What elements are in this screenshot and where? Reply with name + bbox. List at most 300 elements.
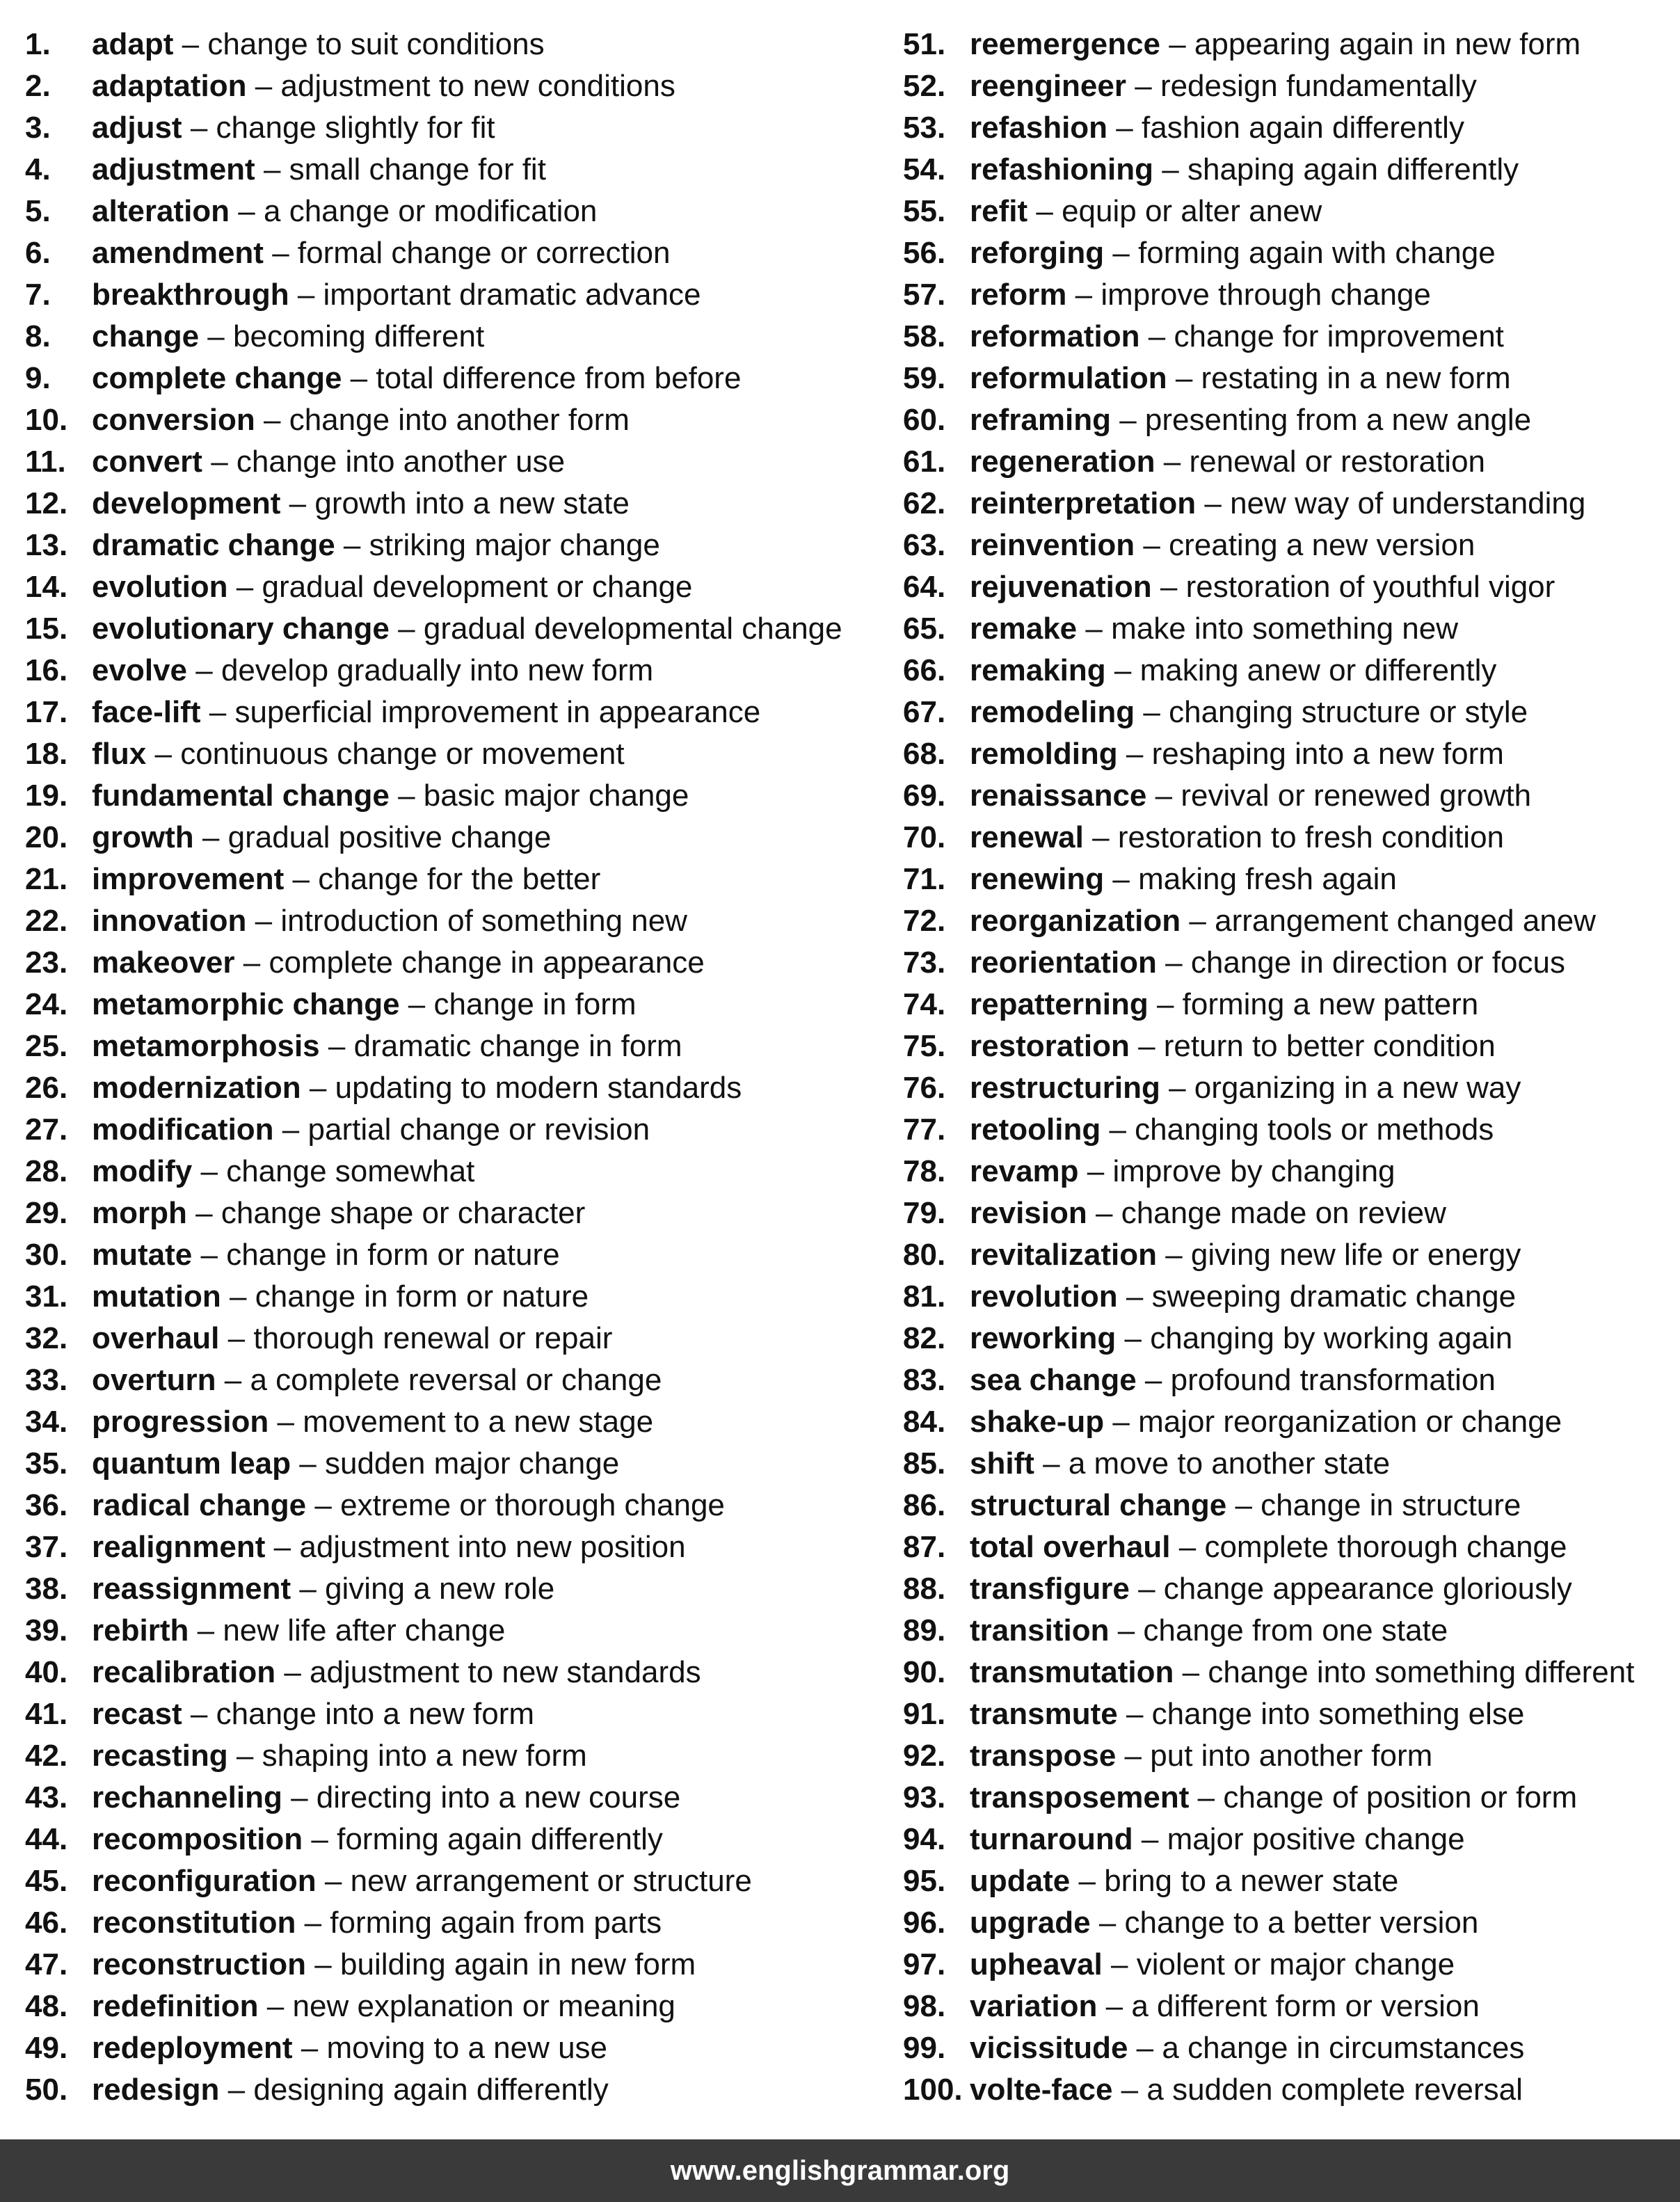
entry-definition: change of position or form (1223, 1780, 1578, 1814)
entry-number: 51. (903, 27, 946, 61)
entry-definition: forming a new pattern (1182, 987, 1479, 1021)
entry-separator: – (1075, 278, 1093, 312)
entry-number: 2. (25, 69, 51, 103)
entry-definition: making fresh again (1138, 862, 1397, 896)
word-entry (25, 483, 888, 525)
entry-definition: a different form or version (1131, 1989, 1480, 2023)
entry-word: adjustment (92, 152, 255, 186)
entry-word: shake-up (970, 1405, 1105, 1439)
entry-definition: renewal or restoration (1189, 445, 1486, 479)
entry-separator: – (289, 486, 307, 520)
entry-number: 58. (903, 319, 946, 353)
entry-number: 67. (903, 695, 946, 729)
entry-number: 18. (25, 737, 68, 771)
word-entry (903, 2069, 1668, 2111)
word-entry (903, 107, 1668, 149)
entry-separator: – (1160, 570, 1178, 604)
entry-separator: – (243, 946, 261, 980)
entry-word: remodeling (970, 695, 1135, 729)
entry-definition: change into another form (289, 403, 630, 437)
entry-number: 36. (25, 1488, 68, 1522)
entry-number: 23. (25, 946, 68, 980)
entry-word: reconstitution (92, 1906, 296, 1940)
entry-definition: improve by changing (1112, 1154, 1395, 1188)
entry-separator: – (263, 403, 281, 437)
entry-number: 55. (903, 194, 946, 228)
entry-definition: change made on review (1121, 1196, 1446, 1230)
entry-definition: forming again with change (1138, 236, 1496, 270)
entry-separator: – (1126, 1697, 1144, 1731)
entry-separator: – (299, 1572, 317, 1606)
entry-definition: shaping into a new form (262, 1739, 587, 1773)
entry-word: face-lift (92, 695, 201, 729)
entry-separator: – (236, 570, 254, 604)
entry-definition: basic major change (423, 779, 689, 813)
entry-word: reemergence (970, 27, 1160, 61)
entry-number: 38. (25, 1572, 68, 1606)
entry-definition: important dramatic advance (323, 278, 701, 312)
entry-number: 97. (903, 1947, 946, 1981)
entry-number: 35. (25, 1446, 68, 1481)
entry-number: 46. (25, 1906, 68, 1940)
word-entry (903, 1026, 1668, 1067)
entry-word: reconfiguration (92, 1864, 317, 1898)
entry-separator: – (1169, 1071, 1186, 1105)
left-column (25, 24, 888, 2111)
word-entry (903, 1735, 1668, 1777)
entry-number: 26. (25, 1071, 68, 1105)
word-entry (25, 441, 888, 483)
entry-definition: revival or renewed growth (1181, 779, 1532, 813)
entry-definition: a change in circumstances (1162, 2031, 1525, 2065)
entry-number: 9. (25, 361, 51, 395)
word-entry (25, 566, 888, 608)
entry-separator: – (1112, 1405, 1130, 1439)
word-entry (903, 24, 1668, 65)
entry-word: breakthrough (92, 278, 289, 312)
entry-separator: – (1178, 1530, 1197, 1564)
entry-word: vicissitude (970, 2031, 1128, 2065)
entry-separator: – (255, 904, 273, 938)
entry-separator: – (1141, 1822, 1159, 1856)
word-entry (25, 2027, 888, 2069)
entry-separator: – (273, 1530, 291, 1564)
entry-number: 44. (25, 1822, 68, 1856)
entry-number: 94. (903, 1822, 946, 1856)
entry-definition: change in form or nature (255, 1279, 589, 1314)
entry-definition: introduction of something new (280, 904, 687, 938)
entry-word: sea change (970, 1363, 1137, 1397)
entry-separator: – (284, 1655, 301, 1689)
entry-word: quantum leap (92, 1446, 291, 1481)
entry-word: remolding (970, 737, 1118, 771)
entry-definition: change slightly for fit (216, 111, 495, 145)
entry-separator: – (211, 445, 228, 479)
entry-word: redeployment (92, 2031, 293, 2065)
entry-separator: – (1105, 1989, 1123, 2023)
word-entry (903, 775, 1668, 817)
entry-separator: – (1124, 1321, 1142, 1355)
entry-separator: – (190, 1697, 208, 1731)
entry-definition: dramatic change in form (353, 1029, 682, 1063)
entry-number: 59. (903, 361, 946, 395)
entry-separator: – (398, 612, 415, 646)
entry-separator: – (1110, 1947, 1128, 1981)
entry-number: 29. (25, 1196, 68, 1230)
entry-word: redefinition (92, 1989, 259, 2023)
entry-number: 88. (903, 1572, 946, 1606)
entry-word: update (970, 1864, 1071, 1898)
word-entry (903, 692, 1668, 733)
entry-separator: – (1163, 445, 1181, 479)
entry-word: overturn (92, 1363, 216, 1397)
entry-word: progression (92, 1405, 269, 1439)
entry-number: 5. (25, 194, 51, 228)
entry-definition: presenting from a new angle (1144, 403, 1532, 437)
entry-separator: – (227, 2073, 246, 2107)
entry-separator: – (314, 1947, 332, 1981)
word-entry (25, 24, 888, 65)
entry-number: 86. (903, 1488, 946, 1522)
word-entry (903, 525, 1668, 566)
entry-word: transmutation (970, 1655, 1174, 1689)
entry-definition: redesign fundamentally (1160, 69, 1477, 103)
word-entry (903, 984, 1668, 1026)
entry-definition: shaping again differently (1187, 152, 1519, 186)
word-entry (25, 1109, 888, 1151)
entry-word: refit (970, 194, 1028, 228)
word-entry (903, 1318, 1668, 1359)
word-entry (25, 525, 888, 566)
word-entry (25, 1192, 888, 1234)
entry-separator: – (1121, 2073, 1139, 2107)
entry-separator: – (1126, 1279, 1144, 1314)
entry-separator: – (195, 653, 213, 687)
word-entry (25, 817, 888, 859)
entry-number: 57. (903, 278, 946, 312)
entry-separator: – (1036, 194, 1053, 228)
entry-number: 7. (25, 278, 51, 312)
entry-number: 53. (903, 111, 946, 145)
entry-number: 25. (25, 1029, 68, 1063)
entry-word: turnaround (970, 1822, 1133, 1856)
entry-word: fundamental change (92, 779, 390, 813)
entry-definition: change appearance gloriously (1163, 1572, 1572, 1606)
entry-word: dramatic change (92, 528, 335, 562)
entry-definition: change from one state (1143, 1613, 1448, 1647)
entry-definition: moving to a new use (326, 2031, 608, 2065)
word-entry (903, 608, 1668, 650)
entry-word: revitalization (970, 1238, 1157, 1272)
entry-number: 90. (903, 1655, 946, 1689)
word-entry (903, 316, 1668, 358)
word-entry (903, 358, 1668, 399)
entry-definition: put into another form (1150, 1739, 1433, 1773)
entry-word: reengineer (970, 69, 1126, 103)
entry-word: transfigure (970, 1572, 1130, 1606)
entry-separator: – (1124, 1739, 1142, 1773)
entry-separator: – (1085, 612, 1103, 646)
entry-definition: designing again differently (253, 2073, 609, 2107)
entry-separator: – (1098, 1906, 1117, 1940)
entry-definition: gradual developmental change (423, 612, 842, 646)
entry-definition: change in form (433, 987, 637, 1021)
entry-definition: equip or alter anew (1062, 194, 1322, 228)
entry-number: 48. (25, 1989, 68, 2023)
entry-definition: adjustment into new position (299, 1530, 686, 1564)
entry-word: renewal (970, 820, 1084, 854)
entry-definition: continuous change or movement (180, 737, 625, 771)
entry-number: 93. (903, 1780, 946, 1814)
entry-definition: change for improvement (1174, 319, 1504, 353)
entry-number: 96. (903, 1906, 946, 1940)
entry-word: mutate (92, 1238, 193, 1272)
word-entry (25, 650, 888, 692)
word-entry (903, 399, 1668, 441)
word-entry (903, 274, 1668, 316)
entry-number: 91. (903, 1697, 946, 1731)
word-entry (903, 1693, 1668, 1735)
word-entry (903, 1819, 1668, 1860)
entry-word: refashioning (970, 152, 1154, 186)
entry-separator: – (1112, 862, 1130, 896)
word-entry (903, 1443, 1668, 1485)
entry-number: 11. (25, 445, 66, 479)
entry-word: evolve (92, 653, 187, 687)
entry-number: 16. (25, 653, 68, 687)
entry-separator: – (297, 278, 315, 312)
entry-definition: bring to a newer state (1104, 1864, 1399, 1898)
entry-number: 61. (903, 445, 946, 479)
entry-separator: – (200, 1154, 218, 1188)
entry-definition: extreme or thorough change (340, 1488, 725, 1522)
entry-separator: – (182, 27, 200, 61)
entry-number: 19. (25, 779, 68, 813)
word-entry (25, 232, 888, 274)
word-entry (903, 1109, 1668, 1151)
word-entry (25, 1234, 888, 1276)
entry-number: 34. (25, 1405, 68, 1439)
word-entry (25, 1526, 888, 1568)
entry-number: 1. (25, 27, 51, 61)
entry-separator: – (282, 1112, 300, 1147)
entry-definition: sudden major change (324, 1446, 620, 1481)
entry-word: reinterpretation (970, 486, 1197, 520)
entry-word: improvement (92, 862, 285, 896)
entry-definition: complete thorough change (1204, 1530, 1567, 1564)
entry-word: variation (970, 1989, 1098, 2023)
word-entry (25, 1777, 888, 1819)
word-entry (25, 942, 888, 984)
entry-separator: – (1144, 1363, 1162, 1397)
entry-separator: – (343, 528, 361, 562)
word-entry (25, 900, 888, 942)
entry-separator: – (324, 1864, 342, 1898)
word-entry (903, 1610, 1668, 1652)
entry-definition: organizing in a new way (1194, 1071, 1521, 1105)
entry-number: 12. (25, 486, 68, 520)
entry-definition: major reorganization or change (1138, 1405, 1562, 1439)
entry-word: reorientation (970, 946, 1157, 980)
entry-definition: complete change in appearance (269, 946, 705, 980)
entry-number: 62. (903, 486, 946, 520)
entry-number: 27. (25, 1112, 68, 1147)
entry-word: overhaul (92, 1321, 220, 1355)
entry-word: revision (970, 1196, 1087, 1230)
entry-number: 42. (25, 1739, 68, 1773)
entry-number: 50. (25, 2073, 68, 2107)
entry-definition: giving a new role (325, 1572, 555, 1606)
entry-separator: – (1138, 1572, 1155, 1606)
word-entry (903, 483, 1668, 525)
entry-definition: violent or major change (1136, 1947, 1455, 1981)
entry-definition: becoming different (233, 319, 485, 353)
entry-separator: – (197, 1613, 215, 1647)
word-entry (903, 650, 1668, 692)
entry-separator: – (398, 779, 415, 813)
entry-separator: – (236, 1739, 254, 1773)
entry-word: recasting (92, 1739, 228, 1773)
entry-word: transpose (970, 1739, 1117, 1773)
entry-number: 4. (25, 152, 51, 186)
entry-separator: – (1148, 319, 1166, 353)
entry-word: flux (92, 737, 147, 771)
entry-number: 54. (903, 152, 946, 186)
entry-definition: change somewhat (226, 1154, 475, 1188)
entry-number: 49. (25, 2031, 68, 2065)
entry-word: development (92, 486, 281, 520)
word-entry (25, 316, 888, 358)
entry-number: 45. (25, 1864, 68, 1898)
entry-word: metamorphosis (92, 1029, 320, 1063)
entry-separator: – (238, 194, 255, 228)
entry-number: 14. (25, 570, 68, 604)
entry-separator: – (272, 236, 289, 270)
word-entry (903, 1986, 1668, 2027)
entry-separator: – (299, 1446, 317, 1481)
word-entry (903, 2027, 1668, 2069)
word-entry (25, 1735, 888, 1777)
word-entry (903, 1192, 1668, 1234)
entry-separator: – (209, 695, 227, 729)
entry-separator: – (1189, 904, 1206, 938)
entry-word: recast (92, 1697, 182, 1731)
entry-number: 32. (25, 1321, 68, 1355)
entry-word: evolutionary change (92, 612, 390, 646)
entry-number: 99. (903, 2031, 946, 2065)
entry-separator: – (328, 1029, 346, 1063)
entry-definition: forming again differently (337, 1822, 663, 1856)
word-entry (25, 1610, 888, 1652)
entry-number: 79. (903, 1196, 946, 1230)
entry-separator: – (266, 1989, 285, 2023)
entry-number: 75. (903, 1029, 946, 1063)
entry-separator: – (202, 820, 220, 854)
entry-number: 22. (25, 904, 68, 938)
entry-separator: – (292, 862, 310, 896)
entry-definition: directing into a new course (316, 1780, 681, 1814)
entry-number: 6. (25, 236, 51, 270)
entry-definition: restating in a new form (1201, 361, 1511, 395)
entry-word: rechanneling (92, 1780, 282, 1814)
entry-separator: – (1165, 1238, 1183, 1272)
entry-number: 43. (25, 1780, 68, 1814)
entry-definition: thorough renewal or repair (253, 1321, 613, 1355)
entry-number: 15. (25, 612, 68, 646)
entry-separator: – (1135, 69, 1152, 103)
entry-separator: – (1112, 236, 1130, 270)
entry-number: 13. (25, 528, 68, 562)
entry-word: total overhaul (970, 1530, 1171, 1564)
entry-separator: – (1156, 987, 1174, 1021)
word-entry (25, 1819, 888, 1860)
entry-word: reforging (970, 236, 1105, 270)
word-entry (25, 1401, 888, 1443)
word-entry (903, 1944, 1668, 1986)
entry-number: 40. (25, 1655, 68, 1689)
entry-separator: – (408, 987, 426, 1021)
word-entry (903, 1359, 1668, 1401)
entry-definition: change to suit conditions (207, 27, 545, 61)
word-entry (25, 358, 888, 399)
entry-definition: change in form or nature (226, 1238, 560, 1272)
word-entry (903, 1860, 1668, 1902)
word-entry (903, 1777, 1668, 1819)
entry-definition: restoration to fresh condition (1117, 820, 1505, 854)
entry-definition: a sudden complete reversal (1146, 2073, 1523, 2107)
entry-word: remaking (970, 653, 1106, 687)
word-entry (25, 2069, 888, 2111)
word-entry (903, 942, 1668, 984)
entry-word: recalibration (92, 1655, 276, 1689)
entry-definition: changing tools or methods (1135, 1112, 1494, 1147)
entry-word: change (92, 319, 200, 353)
word-entry (903, 733, 1668, 775)
entry-number: 89. (903, 1613, 946, 1647)
entry-definition: change into something different (1208, 1655, 1635, 1689)
entry-number: 69. (903, 779, 946, 813)
entry-word: metamorphic change (92, 987, 400, 1021)
entry-number: 77. (903, 1112, 946, 1147)
word-entry (25, 399, 888, 441)
entry-separator: – (291, 1780, 308, 1814)
entry-separator: – (1143, 695, 1160, 729)
entry-separator: – (301, 2031, 319, 2065)
entry-word: redesign (92, 2073, 220, 2107)
entry-separator: – (1169, 27, 1186, 61)
entry-number: 3. (25, 111, 51, 145)
entry-definition: change to a better version (1124, 1906, 1479, 1940)
word-entry (25, 1318, 888, 1359)
entry-number: 31. (25, 1279, 68, 1314)
entry-word: restoration (970, 1029, 1130, 1063)
entry-definition: adjustment to new standards (310, 1655, 701, 1689)
entry-definition: change shape or character (221, 1196, 586, 1230)
entry-definition: changing structure or style (1169, 695, 1528, 729)
entry-number: 76. (903, 1071, 946, 1105)
entry-separator: – (230, 1279, 247, 1314)
entry-separator: – (1155, 779, 1173, 813)
entry-definition: develop gradually into new form (221, 653, 654, 687)
entry-word: reframing (970, 403, 1111, 437)
entry-definition: making anew or differently (1139, 653, 1497, 687)
entry-definition: giving new life or energy (1190, 1238, 1521, 1272)
entry-word: reformulation (970, 361, 1167, 395)
entry-number: 64. (903, 570, 946, 604)
entry-word: radical change (92, 1488, 307, 1522)
entry-word: revamp (970, 1154, 1079, 1188)
entry-number: 83. (903, 1363, 946, 1397)
